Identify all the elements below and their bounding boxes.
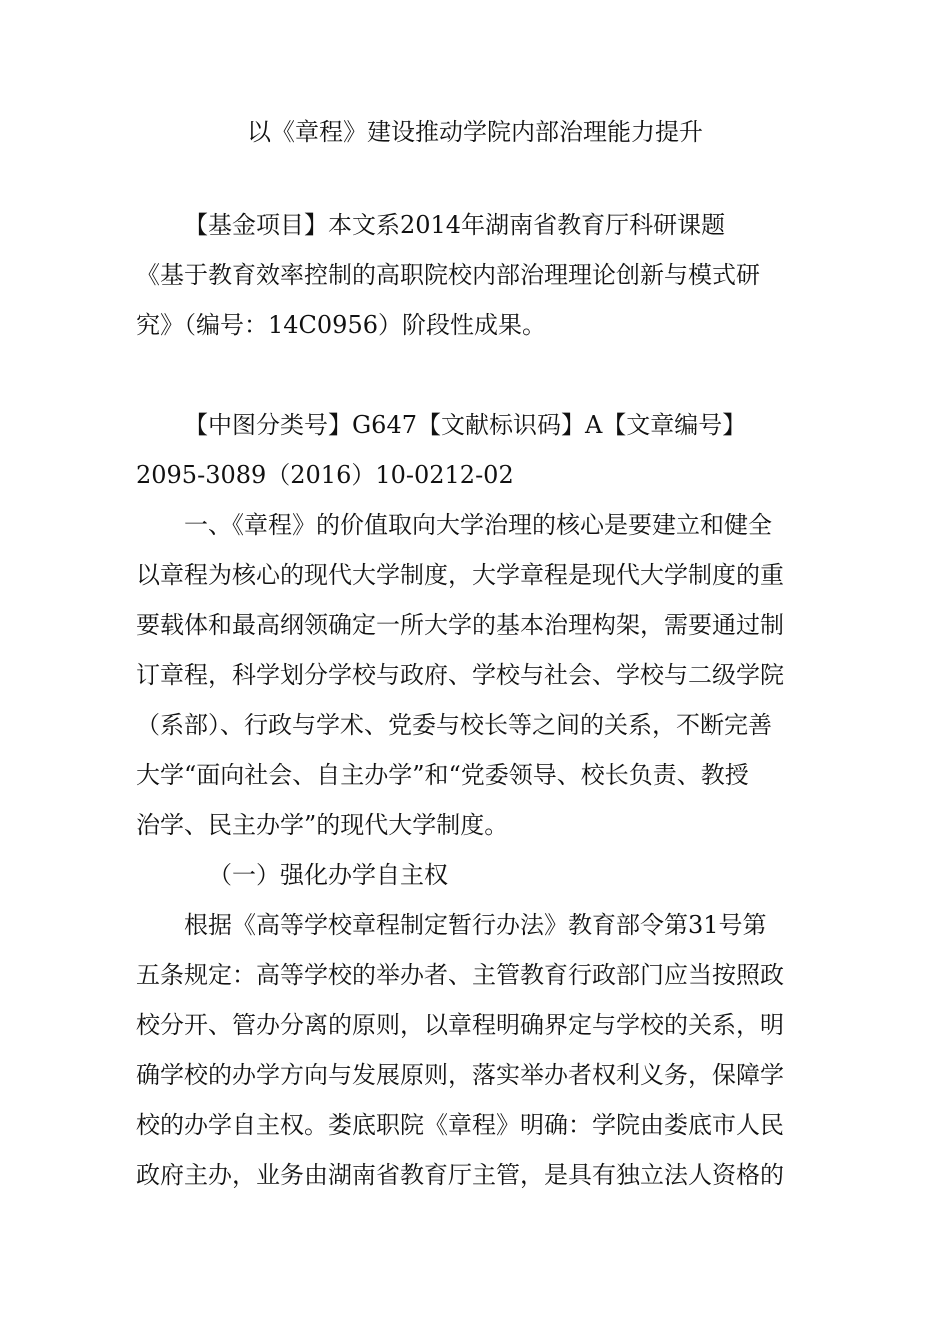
paragraph-line: 《基于教育效率控制的高职院校内部治理理论创新与模式研: [136, 261, 760, 289]
paragraph-line: 要载体和最高纲领确定一所大学的基本治理构架，需要通过制: [136, 611, 784, 639]
paragraph-line: （系部）、行政与学术、党委与校长等之间的关系，不断完善: [136, 711, 772, 739]
paragraph-line: 治学、民主办学”的现代大学制度。: [136, 811, 509, 839]
paragraph-line: 确学校的办学方向与发展原则，落实举办者权利义务，保障学: [136, 1061, 784, 1089]
paragraph-line: 一、《章程》的价值取向大学治理的核心是要建立和健全: [184, 511, 772, 539]
classification-paragraph: [136, 400, 826, 500]
paragraph-line: 根据《高等学校章程制定暂行办法》教育部令第31号第: [184, 911, 767, 939]
section-1a-paragraph: [136, 900, 826, 1200]
section-1-paragraph: [136, 500, 826, 850]
paragraph-line: 以章程为核心的现代大学制度，大学章程是现代大学制度的重: [136, 561, 784, 589]
paragraph-line: 2095-3089（2016）10-0212-02: [136, 461, 514, 489]
paragraph-line: 【基金项目】本文系2014年湖南省教育厅科研课题: [184, 211, 726, 239]
paragraph-line: 究》（编号：14C0956）阶段性成果。: [136, 311, 546, 339]
paragraph-line: 订章程，科学划分学校与政府、学校与社会、学校与二级学院: [136, 661, 784, 689]
fund-project-paragraph: [136, 200, 826, 350]
body-text: [136, 500, 826, 1200]
paragraph-line: 【中图分类号】G647【文献标识码】A【文章编号】: [184, 411, 747, 439]
paragraph-line: 校分开、管办分离的原则，以章程明确界定与学校的关系，明: [136, 1011, 784, 1039]
document-title: 以《章程》建设推动学院内部治理能力提升: [247, 118, 703, 146]
paragraph-line: 五条规定：高等学校的举办者、主管教育行政部门应当按照政: [136, 961, 784, 989]
subheading: （一）强化办学自主权: [208, 861, 448, 889]
paragraph-line: 政府主办，业务由湖南省教育厅主管，是具有独立法人资格的: [136, 1161, 784, 1189]
paragraph-line: 校的办学自主权。娄底职院《章程》明确：学院由娄底市人民: [136, 1111, 784, 1139]
paragraph-line: 大学“面向社会、自主办学”和“党委领导、校长负责、教授: [136, 761, 749, 789]
